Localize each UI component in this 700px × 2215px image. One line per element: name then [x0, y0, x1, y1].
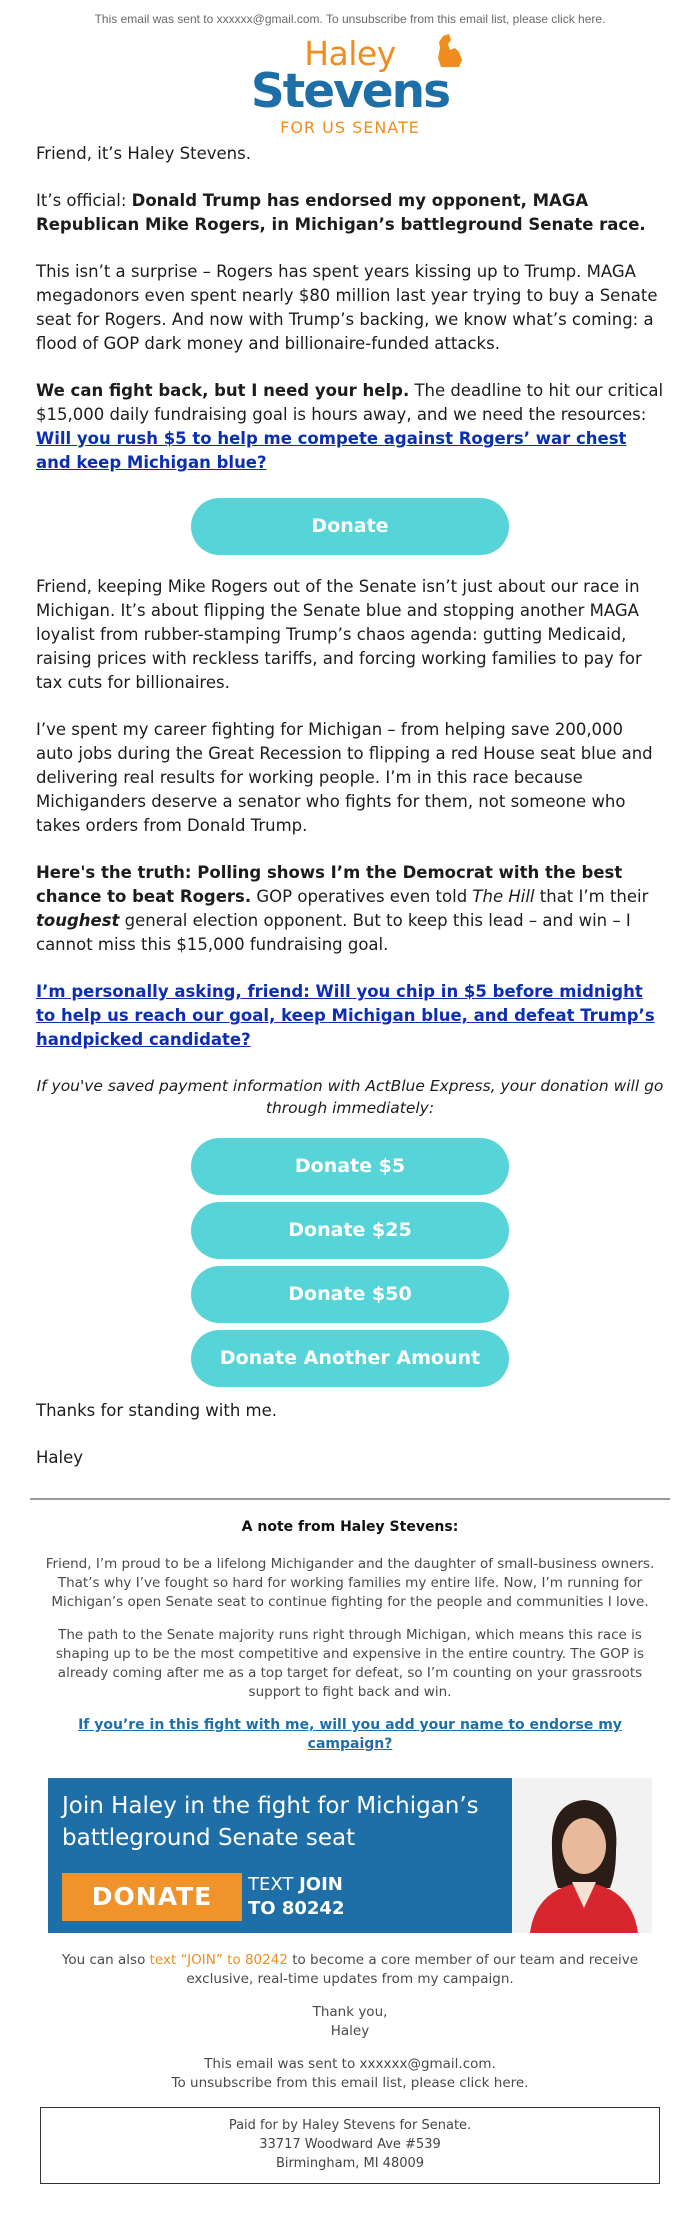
- join-haley-banner[interactable]: [48, 1778, 652, 1933]
- donate-other-amount-button[interactable]: Donate Another Amount: [191, 1330, 509, 1387]
- paragraph-endorsement: It’s official: Donald Trump has endorsed my opponent, MAGA Republican Mike Rogers, in Michigan’s battleground Senate race.: [36, 191, 646, 234]
- unsubscribe-link[interactable]: To unsubscribe from this email list, please click here.: [171, 2075, 529, 2091]
- note-paragraph-1: Friend, I’m proud to be a lifelong Michigander and the daughter of small-business owners. That’s why I’ve fought so hard for working families my entire life. Now, I’m running for Michigan’s open Senate seat to continue fighting for the people and communities I love.: [45, 1556, 655, 1610]
- paragraph-senate-blue: Friend, keeping Mike Rogers out of the Senate isn’t just about our race in Michigan. It’s about flipping the Senate blue and stopping another MAGA loyalist from rubber-stamping Trump’s chaos agenda: gutting Medicaid, raising prices with reckless tariffs, and forcing working families to pay for tax cuts for billionaires.: [36, 577, 642, 692]
- donate-50-button[interactable]: Donate $50: [191, 1266, 509, 1323]
- paid-for-disclaimer: [40, 2107, 660, 2184]
- preheader-unsubscribe[interactable]: This email was sent to xxxxxx@gmail.com. To unsubscribe from this email list, please click here.: [94, 12, 606, 26]
- thanks-line: Thanks for standing with me.: [36, 1401, 278, 1420]
- note-paragraph-2: The path to the Senate majority runs right through Michigan, which means this race is shaping up to be the most competitive and expensive in the entire country. The GOP is already coming after me as a top target for defeat, so I’m counting on your grassroots support to fight back and win.: [55, 1627, 645, 1700]
- paragraph-chip-in: [36, 980, 664, 1052]
- banner-donate-button[interactable]: DONATE: [62, 1873, 242, 1921]
- donate-25-button[interactable]: Donate $25: [191, 1202, 509, 1259]
- logo-first-name: Haley: [304, 34, 396, 73]
- greeting: Friend, it’s Haley Stevens.: [36, 144, 251, 163]
- chip-in-5-link[interactable]: I’m personally asking, friend: Will you chip in $5 before midnight to help us reach our goal, keep Michigan blue, and defeat Trump’s handpicked candidate?: [36, 982, 655, 1049]
- candidate-portrait-image: [512, 1778, 652, 1933]
- endorse-campaign-link[interactable]: If you’re in this fight with me, will you add your name to endorse my campaign?: [78, 1717, 622, 1752]
- logo-last-name: Stevens: [250, 64, 450, 119]
- footer-unsubscribe: This email was sent to xxxxxx@gmail.com. To unsubscribe from this email list, please click here.: [171, 2056, 529, 2091]
- logo-tagline: FOR US SENATE: [280, 118, 420, 137]
- banner-headline: Join Haley in the fight for Michigan’s battleground Senate seat: [62, 1793, 479, 1851]
- paragraph-polling: Here's the truth: Polling shows I’m the Democrat with the best chance to beat Rogers. GOP operatives even told The Hill that I’m their toughest general election opponent. But to keep this lead – and win – I cannot miss this $15,000 fundraising goal.: [36, 863, 649, 954]
- paragraph-fight-back: We can fight back, but I need your help. The deadline to hit our critical $15,000 daily fundraising goal is hours away, and we need the resources: Will you rush $5 to help me compete against Rogers’ war chest and keep Michigan blue?: [36, 381, 664, 472]
- paragraph-rogers: This isn’t a surprise – Rogers has spent years kissing up to Trump. MAGA megadonors even spent nearly $80 million last year trying to buy a Senate seat for Rogers. And now with Trump’s backing, we know what’s coming: a flood of GOP dark money and billionaire-funded attacks.: [36, 262, 658, 353]
- paid-for-line: Paid for by Haley Stevens for Senate.: [228, 2118, 472, 2133]
- michigan-state-icon: [435, 34, 465, 68]
- footer-signoff: Thank you, Haley: [312, 2004, 388, 2039]
- banner-text-join: TEXT JOIN TO 80242: [248, 1874, 345, 1919]
- note-title: A note from Haley Stevens:: [241, 1519, 459, 1535]
- email-body: [0, 142, 700, 1470]
- paragraph-career: I’ve spent my career fighting for Michigan – from helping save 200,000 auto jobs during the Great Recession to flipping a red House seat blue and delivering real results for working people. I’m in this race because Michiganders deserve a senator who fights for them, not someone who takes orders from Donald Trump.: [36, 720, 653, 835]
- rush-5-link[interactable]: Will you rush $5 to help me compete against Rogers’ war chest and keep Michigan blue?: [36, 429, 627, 472]
- text-join-link[interactable]: text “JOIN” to 80242: [149, 1952, 288, 1968]
- donate-button[interactable]: Donate: [191, 498, 509, 555]
- footer-divider: [30, 1498, 670, 1500]
- address-line-1: 33717 Woodward Ave #539: [259, 2137, 441, 2152]
- sms-paragraph: You can also text “JOIN” to 80242 to become a core member of our team and receive exclusive, real-time updates from my campaign.: [61, 1952, 639, 1987]
- candidate-photo: [512, 1778, 652, 1933]
- donate-button-group: [36, 1138, 664, 1387]
- footer: [0, 1518, 700, 2093]
- actblue-note: If you've saved payment information with ActBlue Express, your donation will go through immediately:: [36, 1077, 664, 1117]
- donate-5-button[interactable]: Donate $5: [191, 1138, 509, 1195]
- address-line-2: Birmingham, MI 48009: [275, 2156, 425, 2171]
- signoff: Haley: [36, 1448, 84, 1467]
- campaign-logo: [0, 30, 700, 142]
